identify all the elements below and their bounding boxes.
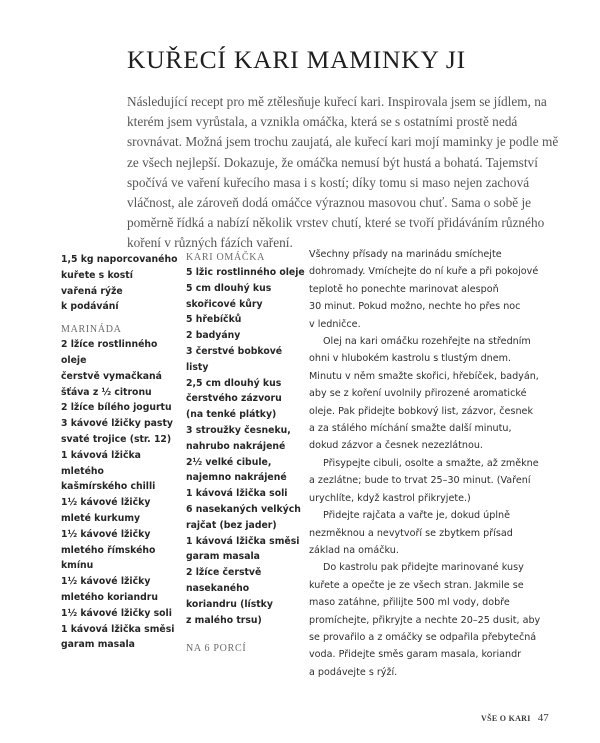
method-step xyxy=(309,333,559,455)
intro-line: srovnávat. Možná jsem trochu zaujatá, ale kuřecí kari mojí maminky je podle mě xyxy=(127,134,559,150)
running-footer-section: VŠE O KARI xyxy=(481,714,531,723)
ingredient-line: 5 cm dlouhý kus xyxy=(186,282,272,294)
ingredient-line: nahrubo nakrájené xyxy=(186,440,286,452)
ingredient-line: čerstvého zázvoru xyxy=(186,393,282,405)
ingredient-item xyxy=(186,423,304,455)
ingredient-item xyxy=(61,284,181,316)
method-line: Všechny přísady na marinádu smíchejte xyxy=(309,249,502,260)
ingredient-line: (na tenké plátky) xyxy=(186,409,277,421)
ingredient-line: mletého xyxy=(61,465,104,477)
method-step xyxy=(309,559,559,681)
intro-line: Následující recept pro mě ztělesňuje kuřecí kari. Inspirovala jsem se jídlem, na xyxy=(127,94,547,109)
ingredient-line: 1½ kávové lžičky xyxy=(61,576,151,588)
intro-line: vláčnost, ale zároveň dodá omáčce výraznou masovou chuť. Sama o sobě je xyxy=(127,195,532,211)
ingredient-line: 2 lžíce čerstvě xyxy=(186,567,262,579)
ingredient-line: mletého koriandru xyxy=(61,591,159,603)
intro-line: koření v různých fázích vaření. xyxy=(127,235,293,251)
ingredient-item xyxy=(186,534,304,566)
ingredient-line: 2 badyány xyxy=(186,330,241,342)
method-line: ohni v hlubokém kastrolu s tlustým dnem. xyxy=(309,353,512,365)
ingredient-line: skořicové kůry xyxy=(186,298,263,310)
ingredient-line: 6 nasekaných velkých xyxy=(186,503,301,515)
method-line: Minutu v něm smažte skořici, hřebíček, badyán, xyxy=(309,370,539,382)
page-footer xyxy=(481,708,549,726)
marinade-heading: MARINÁDA xyxy=(61,324,122,336)
ingredient-line: šťáva z ½ citronu xyxy=(61,386,152,398)
method-line: v ledničce. xyxy=(309,318,361,330)
ingredient-line: vařená rýže xyxy=(61,285,123,297)
ingredient-line: 3 stroužky česneku, xyxy=(186,424,291,436)
ingredient-item xyxy=(186,502,304,534)
ingredients-column-left xyxy=(61,252,181,653)
ingredient-item xyxy=(61,495,181,527)
ingredient-item xyxy=(186,455,304,487)
method-step xyxy=(309,507,559,559)
ingredient-line: 2 lžíce bílého jogurtu xyxy=(61,402,172,414)
ingredient-line: nasekaného xyxy=(186,582,250,594)
ingredient-item xyxy=(186,328,304,344)
ingredient-item xyxy=(61,622,181,654)
ingredient-line: kašmírského chilli xyxy=(61,481,156,493)
ingredient-line: 1 kávová lžička xyxy=(61,449,141,461)
intro-line: kterém jsem vyrůstala, a vznikla omáčka, která se s ostatními prostě nedá xyxy=(127,114,518,130)
page-title: KUŘECÍ KARI MAMINKY JI xyxy=(127,45,466,74)
ingredient-line: oleje xyxy=(61,354,87,366)
servings-label: NA 6 PORCÍ xyxy=(186,643,247,655)
ingredient-line: 1½ kávové lžičky xyxy=(61,497,151,509)
method-line: 30 minut. Pokud možno, nechte ho přes noc xyxy=(309,301,521,313)
ingredient-item xyxy=(186,565,304,628)
ingredient-line: kuřete s kostí xyxy=(61,269,133,281)
method-line: a zezlátne; bude to trvat 25–30 minut. (Vaření xyxy=(309,475,531,487)
ingredient-line: mleté kurkumy xyxy=(61,512,141,524)
ingredient-line: čerstvě vymačkaná xyxy=(61,370,162,382)
ingredient-line: garam masala xyxy=(61,639,135,651)
ingredient-item xyxy=(61,448,181,495)
ingredient-line: rajčat (bez jader) xyxy=(186,519,277,531)
ingredient-line: 1,5 kg naporcovaného xyxy=(61,254,178,265)
method-line: a podávejte s rýží. xyxy=(309,666,398,678)
method-line: oleje. Pak přidejte bobkový list, zázvor, česnek xyxy=(309,405,533,417)
ingredient-item xyxy=(61,252,181,284)
ingredient-line: kmínu xyxy=(61,560,94,572)
ingredient-item xyxy=(61,400,181,416)
method-line: maso zatáhne, přilijte 500 ml vody, dobře xyxy=(309,597,510,609)
method-line: Přidejte rajčata a vařte je, dokud úplně xyxy=(323,510,510,522)
page-number: 47 xyxy=(537,712,549,724)
ingredient-line: 2 lžíce rostlinného xyxy=(61,339,158,351)
ingredient-line: 2½ velké cibule, xyxy=(186,456,272,468)
ingredient-line: 2,5 cm dlouhý kus xyxy=(186,377,282,389)
ingredient-line: svaté trojice (str. 12) xyxy=(61,433,172,445)
ingredient-line: mletého římského xyxy=(61,544,156,556)
method-line: urychlíte, když kastrol přikryjete.) xyxy=(309,492,471,504)
method-line: se provařilo a z omáčky se odpařila přebytečná xyxy=(309,631,537,643)
method-line: Přisypejte cibuli, osolte a smažte, až změkne xyxy=(323,457,539,469)
ingredient-item xyxy=(61,527,181,574)
method-line: kuřete a opečte je ze všech stran. Jakmile se xyxy=(309,579,524,591)
method-line: nezměknou a nevytvoří se zbytkem přísad xyxy=(309,527,513,539)
ingredient-item xyxy=(186,344,304,376)
ingredient-line: z malého trsu) xyxy=(186,614,262,626)
ingredients-column-right xyxy=(186,252,304,656)
ingredient-item xyxy=(61,369,181,401)
method-line: dokud zázvor a česnek nezezlátnou. xyxy=(309,440,483,452)
method-line: Olej na kari omáčku rozehřejte na středním xyxy=(323,336,531,348)
ingredient-line: 1 kávová lžička soli xyxy=(186,488,288,500)
ingredient-line: 5 hřebíčků xyxy=(186,314,242,326)
ingredient-line: garam masala xyxy=(186,551,260,563)
method-line: dohromady. Vmíchejte do ní kuře a při pokojové xyxy=(309,266,539,278)
method-line: teplotě ho ponechte marinovat alespoň xyxy=(309,283,499,295)
intro-line: poměrně řídká a nabízí několik vrstev chutí, které se tvoří přidáváním různého xyxy=(127,215,545,231)
method-line: aby se z koření uvolnily přirozené aromatické xyxy=(309,388,527,400)
intro-paragraph xyxy=(127,92,557,254)
method-line: a za stálého míchání smažte další minutu, xyxy=(309,423,512,435)
ingredient-line: k podávání xyxy=(61,301,119,313)
ingredient-line: listy xyxy=(186,361,209,373)
ingredient-line: 3 kávové lžičky pasty xyxy=(61,418,173,430)
marinade-ingredients-list xyxy=(61,337,181,653)
intro-line: spočívá ve vaření kuřecího masa i s kostí; díky tomu si maso nejen zachová xyxy=(127,174,530,190)
ingredient-item xyxy=(61,416,181,448)
ingredient-line: najemno nakrájené xyxy=(186,472,287,484)
ingredient-line: 1 kávová lžička směsi xyxy=(186,535,300,547)
ingredient-item xyxy=(61,574,181,606)
method-line: základ na omáčku. xyxy=(309,544,399,556)
method-line: promíchejte, přikryjte a nechte 20–25 dusit, aby xyxy=(309,614,541,626)
ingredient-item xyxy=(186,376,304,423)
ingredient-item xyxy=(186,281,304,313)
method-step xyxy=(309,455,559,507)
method-line: voda. Přidejte směs garam masala, koriandr xyxy=(309,649,522,661)
sauce-ingredients-list xyxy=(186,265,304,628)
ingredient-item xyxy=(61,606,181,622)
main-ingredients-list xyxy=(61,252,181,315)
ingredient-item xyxy=(186,312,304,328)
sauce-heading: KARI OMÁČKA xyxy=(186,252,266,263)
method-steps xyxy=(309,246,559,681)
ingredient-line: 5 lžic rostlinného oleje xyxy=(186,267,305,278)
ingredient-item xyxy=(186,486,304,502)
ingredient-item xyxy=(186,265,304,281)
ingredient-line: 1½ kávové lžičky xyxy=(61,528,151,540)
ingredient-item xyxy=(61,337,181,369)
ingredient-line: 1 kávová lžička směsi xyxy=(61,623,175,635)
ingredient-line: koriandru (lístky xyxy=(186,598,273,610)
method-line: Do kastrolu pak přidejte marinované kusy xyxy=(323,562,524,574)
ingredient-line: 1½ kávové lžičky soli xyxy=(61,607,172,619)
method-step xyxy=(309,246,559,333)
ingredient-line: 3 čerstvé bobkové xyxy=(186,345,283,357)
intro-line: ze všech nejlepší. Dokazuje, že omáčka nemusí být hustá a bohatá. Tajemství xyxy=(127,154,538,170)
